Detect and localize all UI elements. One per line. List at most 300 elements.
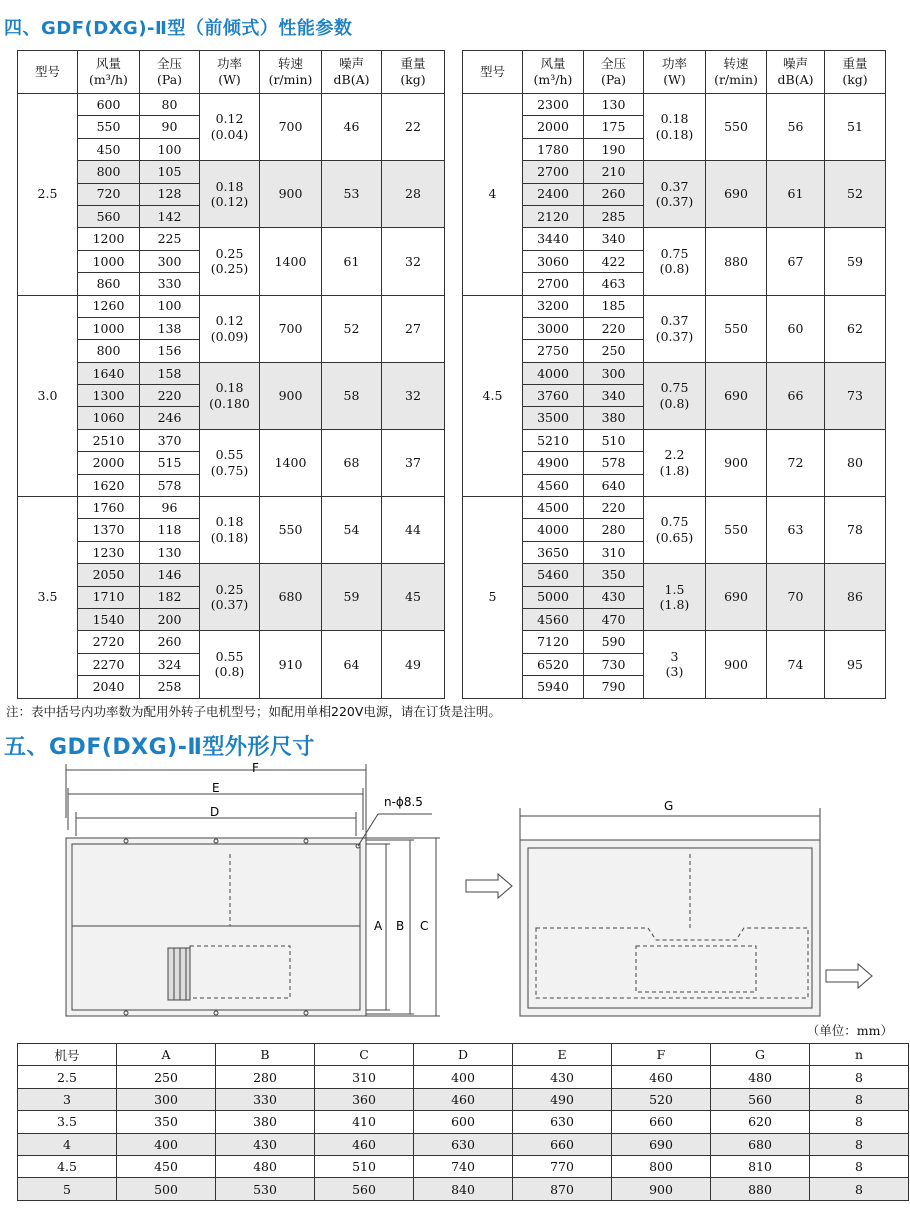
dim-cell: 8 xyxy=(810,1155,909,1177)
table-row xyxy=(463,362,886,384)
speed-cell: 690 xyxy=(706,362,767,429)
weight-cell: 49 xyxy=(382,631,445,698)
pressure-cell: 246 xyxy=(140,407,200,429)
airflow-cell: 2700 xyxy=(523,273,584,295)
pressure-cell: 578 xyxy=(584,452,644,474)
dim-column-header: D xyxy=(414,1044,513,1066)
speed-cell: 880 xyxy=(706,228,767,295)
dim-header-row xyxy=(18,1044,909,1066)
column-header: 功率 (W) xyxy=(200,51,260,94)
pressure-cell: 380 xyxy=(584,407,644,429)
dimensions-table xyxy=(17,1043,909,1201)
dim-table-row xyxy=(18,1178,909,1200)
table-header-row xyxy=(463,51,886,94)
column-header: 重量 (kg) xyxy=(825,51,886,94)
dim-cell: 480 xyxy=(711,1066,810,1088)
airflow-cell: 3500 xyxy=(523,407,584,429)
weight-cell: 45 xyxy=(382,564,445,631)
airflow-cell: 450 xyxy=(78,138,140,160)
dim-cell: 900 xyxy=(612,1178,711,1200)
power-cell: 0.37 (0.37) xyxy=(644,295,706,362)
dim-label-G: G xyxy=(664,799,674,813)
noise-cell: 67 xyxy=(767,228,825,295)
pressure-cell: 310 xyxy=(584,541,644,563)
pressure-cell: 590 xyxy=(584,631,644,653)
speed-cell: 550 xyxy=(260,497,322,564)
power-cell: 0.12 (0.04) xyxy=(200,94,260,161)
dim-cell: 600 xyxy=(414,1111,513,1133)
weight-cell: 62 xyxy=(825,295,886,362)
airflow-cell: 1230 xyxy=(78,541,140,563)
dim-cell: 450 xyxy=(117,1155,216,1177)
weight-cell: 32 xyxy=(382,362,445,429)
power-cell: 0.25 (0.25) xyxy=(200,228,260,295)
dim-column-header: n xyxy=(810,1044,909,1066)
dim-cell: 500 xyxy=(117,1178,216,1200)
dim-cell: 5 xyxy=(18,1178,117,1200)
pressure-cell: 146 xyxy=(140,564,200,586)
dim-cell: 660 xyxy=(612,1111,711,1133)
table-row xyxy=(18,564,445,586)
model-cell: 4 xyxy=(463,94,523,296)
pressure-cell: 470 xyxy=(584,608,644,630)
airflow-cell: 1060 xyxy=(78,407,140,429)
pressure-cell: 730 xyxy=(584,653,644,675)
pressure-cell: 80 xyxy=(140,94,200,116)
dim-column-header: A xyxy=(117,1044,216,1066)
pressure-cell: 190 xyxy=(584,138,644,160)
column-header: 噪声 dB(A) xyxy=(322,51,382,94)
model-cell: 2.5 xyxy=(18,94,78,296)
table-row xyxy=(463,631,886,653)
pressure-cell: 370 xyxy=(140,429,200,451)
section-5-title: 五、GDF(DXG)-Ⅱ型外形尺寸 xyxy=(4,735,315,760)
dim-cell: 300 xyxy=(117,1088,216,1110)
speed-cell: 900 xyxy=(260,362,322,429)
dim-cell: 530 xyxy=(216,1178,315,1200)
airflow-cell: 1200 xyxy=(78,228,140,250)
noise-cell: 52 xyxy=(322,295,382,362)
weight-cell: 28 xyxy=(382,161,445,228)
speed-cell: 700 xyxy=(260,295,322,362)
power-cell: 0.18 (0.18) xyxy=(200,497,260,564)
airflow-cell: 2700 xyxy=(523,161,584,183)
airflow-cell: 4000 xyxy=(523,519,584,541)
dim-cell: 3 xyxy=(18,1088,117,1110)
column-header: 噪声 dB(A) xyxy=(767,51,825,94)
dim-cell: 800 xyxy=(612,1155,711,1177)
dim-column-header: C xyxy=(315,1044,414,1066)
dim-column-header: F xyxy=(612,1044,711,1066)
dim-cell: 430 xyxy=(216,1133,315,1155)
pressure-cell: 182 xyxy=(140,586,200,608)
power-cell: 0.75 (0.65) xyxy=(644,497,706,564)
column-header: 全压 (Pa) xyxy=(140,51,200,94)
pressure-cell: 130 xyxy=(140,541,200,563)
column-header: 型号 xyxy=(18,51,78,94)
dim-cell: 2.5 xyxy=(18,1066,117,1088)
table-row xyxy=(463,497,886,519)
weight-cell: 22 xyxy=(382,94,445,161)
dim-cell: 410 xyxy=(315,1111,414,1133)
speed-cell: 900 xyxy=(260,161,322,228)
pressure-cell: 790 xyxy=(584,676,644,698)
speed-cell: 680 xyxy=(260,564,322,631)
noise-cell: 53 xyxy=(322,161,382,228)
table-row xyxy=(18,429,445,451)
pressure-cell: 350 xyxy=(584,564,644,586)
speed-cell: 690 xyxy=(706,161,767,228)
power-cell: 0.55 (0.8) xyxy=(200,631,260,698)
column-header: 全压 (Pa) xyxy=(584,51,644,94)
dim-cell: 560 xyxy=(315,1178,414,1200)
power-cell: 0.75 (0.8) xyxy=(644,362,706,429)
dim-cell: 460 xyxy=(414,1088,513,1110)
power-cell: 3 (3) xyxy=(644,631,706,698)
dim-cell: 480 xyxy=(216,1155,315,1177)
noise-cell: 61 xyxy=(322,228,382,295)
dim-column-header: E xyxy=(513,1044,612,1066)
speed-cell: 550 xyxy=(706,94,767,161)
dim-cell: 460 xyxy=(315,1133,414,1155)
table-row xyxy=(18,497,445,519)
table-row xyxy=(463,94,886,116)
airflow-cell: 7120 xyxy=(523,631,584,653)
pressure-cell: 118 xyxy=(140,519,200,541)
power-cell: 0.18 (0.18) xyxy=(644,94,706,161)
pressure-cell: 300 xyxy=(140,250,200,272)
pressure-cell: 640 xyxy=(584,474,644,496)
table-row xyxy=(18,228,445,250)
power-cell: 2.2 (1.8) xyxy=(644,429,706,496)
weight-cell: 51 xyxy=(825,94,886,161)
airflow-cell: 4560 xyxy=(523,608,584,630)
pressure-cell: 258 xyxy=(140,676,200,698)
noise-cell: 60 xyxy=(767,295,825,362)
power-cell: 0.18 (0.180 xyxy=(200,362,260,429)
column-header: 风量 (m³/h) xyxy=(523,51,584,94)
power-cell: 1.5 (1.8) xyxy=(644,564,706,631)
dim-cell: 740 xyxy=(414,1155,513,1177)
pressure-cell: 142 xyxy=(140,205,200,227)
table-row xyxy=(18,631,445,653)
pressure-cell: 260 xyxy=(140,631,200,653)
pressure-cell: 220 xyxy=(140,385,200,407)
pressure-cell: 340 xyxy=(584,228,644,250)
airflow-cell: 560 xyxy=(78,205,140,227)
pressure-cell: 260 xyxy=(584,183,644,205)
dim-cell: 400 xyxy=(414,1066,513,1088)
table-row xyxy=(463,228,886,250)
airflow-cell: 1540 xyxy=(78,608,140,630)
table-row xyxy=(463,161,886,183)
dim-cell: 8 xyxy=(810,1088,909,1110)
pressure-cell: 175 xyxy=(584,116,644,138)
noise-cell: 70 xyxy=(767,564,825,631)
dim-cell: 630 xyxy=(414,1133,513,1155)
dim-cell: 280 xyxy=(216,1066,315,1088)
noise-cell: 61 xyxy=(767,161,825,228)
airflow-cell: 800 xyxy=(78,340,140,362)
pressure-cell: 158 xyxy=(140,362,200,384)
dim-cell: 380 xyxy=(216,1111,315,1133)
table-row xyxy=(18,362,445,384)
dim-cell: 810 xyxy=(711,1155,810,1177)
dim-cell: 630 xyxy=(513,1111,612,1133)
power-cell: 0.25 (0.37) xyxy=(200,564,260,631)
weight-cell: 44 xyxy=(382,497,445,564)
pressure-cell: 138 xyxy=(140,317,200,339)
dim-label-hole: n-ϕ8.5 xyxy=(384,795,423,809)
dim-column-header: 机号 xyxy=(18,1044,117,1066)
airflow-cell: 5940 xyxy=(523,676,584,698)
airflow-cell: 4560 xyxy=(523,474,584,496)
column-header: 型号 xyxy=(463,51,523,94)
airflow-cell: 4000 xyxy=(523,362,584,384)
pressure-cell: 430 xyxy=(584,586,644,608)
airflow-cell: 4500 xyxy=(523,497,584,519)
airflow-cell: 2510 xyxy=(78,429,140,451)
pressure-cell: 128 xyxy=(140,183,200,205)
airflow-cell: 3200 xyxy=(523,295,584,317)
dim-cell: 430 xyxy=(513,1066,612,1088)
airflow-cell: 2270 xyxy=(78,653,140,675)
model-cell: 3.0 xyxy=(18,295,78,497)
dim-table-row xyxy=(18,1066,909,1088)
airflow-cell: 5210 xyxy=(523,429,584,451)
column-header: 功率 (W) xyxy=(644,51,706,94)
airflow-cell: 1300 xyxy=(78,385,140,407)
pressure-cell: 100 xyxy=(140,138,200,160)
weight-cell: 95 xyxy=(825,631,886,698)
dim-cell: 560 xyxy=(711,1088,810,1110)
noise-cell: 56 xyxy=(767,94,825,161)
table-header-row xyxy=(18,51,445,94)
pressure-cell: 200 xyxy=(140,608,200,630)
airflow-cell: 3760 xyxy=(523,385,584,407)
noise-cell: 66 xyxy=(767,362,825,429)
pressure-cell: 105 xyxy=(140,161,200,183)
airflow-cell: 2300 xyxy=(523,94,584,116)
dim-cell: 490 xyxy=(513,1088,612,1110)
airflow-cell: 1370 xyxy=(78,519,140,541)
noise-cell: 59 xyxy=(322,564,382,631)
noise-cell: 68 xyxy=(322,429,382,496)
airflow-cell: 860 xyxy=(78,273,140,295)
pressure-cell: 90 xyxy=(140,116,200,138)
dimension-drawing xyxy=(0,758,910,1023)
noise-cell: 64 xyxy=(322,631,382,698)
noise-cell: 46 xyxy=(322,94,382,161)
dim-cell: 870 xyxy=(513,1178,612,1200)
dim-cell: 4.5 xyxy=(18,1155,117,1177)
column-header: 转速 (r/min) xyxy=(260,51,322,94)
airflow-cell: 3000 xyxy=(523,317,584,339)
airflow-cell: 6520 xyxy=(523,653,584,675)
table-row xyxy=(18,161,445,183)
dim-column-header: B xyxy=(216,1044,315,1066)
airflow-cell: 3650 xyxy=(523,541,584,563)
power-cell: 0.37 (0.37) xyxy=(644,161,706,228)
pressure-cell: 515 xyxy=(140,452,200,474)
airflow-cell: 2750 xyxy=(523,340,584,362)
weight-cell: 52 xyxy=(825,161,886,228)
speed-cell: 1400 xyxy=(260,429,322,496)
pressure-cell: 280 xyxy=(584,519,644,541)
pressure-cell: 463 xyxy=(584,273,644,295)
airflow-cell: 1620 xyxy=(78,474,140,496)
dim-label-A: A xyxy=(374,919,383,933)
table-footnote: 注：表中括号内功率数为配用外转子电机型号；如配用单相220V电源，请在订货是注明。 xyxy=(6,704,501,719)
pressure-cell: 185 xyxy=(584,295,644,317)
dim-cell: 460 xyxy=(612,1066,711,1088)
dim-cell: 310 xyxy=(315,1066,414,1088)
airflow-cell: 1000 xyxy=(78,317,140,339)
dim-cell: 360 xyxy=(315,1088,414,1110)
dim-table-row xyxy=(18,1088,909,1110)
weight-cell: 59 xyxy=(825,228,886,295)
table-row xyxy=(463,295,886,317)
dim-cell: 840 xyxy=(414,1178,513,1200)
speed-cell: 700 xyxy=(260,94,322,161)
table-row xyxy=(18,295,445,317)
dim-cell: 3.5 xyxy=(18,1111,117,1133)
noise-cell: 74 xyxy=(767,631,825,698)
noise-cell: 58 xyxy=(322,362,382,429)
dim-cell: 690 xyxy=(612,1133,711,1155)
airflow-cell: 550 xyxy=(78,116,140,138)
pressure-cell: 330 xyxy=(140,273,200,295)
speed-cell: 910 xyxy=(260,631,322,698)
power-cell: 0.75 (0.8) xyxy=(644,228,706,295)
pressure-cell: 324 xyxy=(140,653,200,675)
airflow-cell: 2720 xyxy=(78,631,140,653)
airflow-cell: 5000 xyxy=(523,586,584,608)
speed-cell: 690 xyxy=(706,564,767,631)
dim-label-B: B xyxy=(396,919,405,933)
speed-cell: 1400 xyxy=(260,228,322,295)
airflow-cell: 3060 xyxy=(523,250,584,272)
pressure-cell: 225 xyxy=(140,228,200,250)
dim-label-F: F xyxy=(252,761,259,775)
dim-label-E: E xyxy=(212,781,220,795)
dim-cell: 680 xyxy=(711,1133,810,1155)
dim-cell: 4 xyxy=(18,1133,117,1155)
airflow-cell: 1640 xyxy=(78,362,140,384)
column-header: 重量 (kg) xyxy=(382,51,445,94)
pressure-cell: 300 xyxy=(584,362,644,384)
speed-cell: 900 xyxy=(706,429,767,496)
airflow-cell: 5460 xyxy=(523,564,584,586)
pressure-cell: 220 xyxy=(584,317,644,339)
column-header: 转速 (r/min) xyxy=(706,51,767,94)
pressure-cell: 250 xyxy=(584,340,644,362)
dim-cell: 520 xyxy=(612,1088,711,1110)
airflow-cell: 600 xyxy=(78,94,140,116)
speed-cell: 550 xyxy=(706,295,767,362)
weight-cell: 32 xyxy=(382,228,445,295)
weight-cell: 86 xyxy=(825,564,886,631)
dim-cell: 510 xyxy=(315,1155,414,1177)
pressure-cell: 578 xyxy=(140,474,200,496)
pressure-cell: 285 xyxy=(584,205,644,227)
dim-cell: 660 xyxy=(513,1133,612,1155)
dim-cell: 620 xyxy=(711,1111,810,1133)
power-cell: 0.55 (0.75) xyxy=(200,429,260,496)
pressure-cell: 96 xyxy=(140,497,200,519)
table-row xyxy=(463,564,886,586)
speed-cell: 900 xyxy=(706,631,767,698)
column-header: 风量 (m³/h) xyxy=(78,51,140,94)
pressure-cell: 220 xyxy=(584,497,644,519)
airflow-cell: 2050 xyxy=(78,564,140,586)
dim-cell: 8 xyxy=(810,1133,909,1155)
performance-table-right xyxy=(462,50,886,699)
airflow-cell: 2000 xyxy=(78,452,140,474)
dim-cell: 770 xyxy=(513,1155,612,1177)
airflow-cell: 1760 xyxy=(78,497,140,519)
power-cell: 0.18 (0.12) xyxy=(200,161,260,228)
airflow-cell: 2120 xyxy=(523,205,584,227)
airflow-cell: 800 xyxy=(78,161,140,183)
pressure-cell: 156 xyxy=(140,340,200,362)
weight-cell: 80 xyxy=(825,429,886,496)
section-4-title: 四、GDF(DXG)-Ⅱ型（前倾式）性能参数 xyxy=(4,18,353,39)
airflow-cell: 3440 xyxy=(523,228,584,250)
model-cell: 5 xyxy=(463,497,523,699)
weight-cell: 37 xyxy=(382,429,445,496)
power-cell: 0.12 (0.09) xyxy=(200,295,260,362)
table-row xyxy=(18,94,445,116)
noise-cell: 54 xyxy=(322,497,382,564)
weight-cell: 73 xyxy=(825,362,886,429)
airflow-cell: 2400 xyxy=(523,183,584,205)
speed-cell: 550 xyxy=(706,497,767,564)
airflow-cell: 1780 xyxy=(523,138,584,160)
dim-column-header: G xyxy=(711,1044,810,1066)
airflow-cell: 2040 xyxy=(78,676,140,698)
airflow-cell: 1710 xyxy=(78,586,140,608)
dim-cell: 250 xyxy=(117,1066,216,1088)
noise-cell: 72 xyxy=(767,429,825,496)
model-cell: 3.5 xyxy=(18,497,78,699)
airflow-cell: 4900 xyxy=(523,452,584,474)
dim-table-row xyxy=(18,1155,909,1177)
dim-label-D: D xyxy=(210,805,220,819)
pressure-cell: 130 xyxy=(584,94,644,116)
dim-cell: 880 xyxy=(711,1178,810,1200)
performance-table-left xyxy=(17,50,445,699)
pressure-cell: 100 xyxy=(140,295,200,317)
dim-cell: 400 xyxy=(117,1133,216,1155)
airflow-cell: 2000 xyxy=(523,116,584,138)
weight-cell: 78 xyxy=(825,497,886,564)
pressure-cell: 210 xyxy=(584,161,644,183)
table-row xyxy=(463,429,886,451)
pressure-cell: 340 xyxy=(584,385,644,407)
dim-cell: 8 xyxy=(810,1178,909,1200)
unit-label: （单位：mm） xyxy=(806,1023,893,1038)
pressure-cell: 422 xyxy=(584,250,644,272)
dim-cell: 350 xyxy=(117,1111,216,1133)
dim-table-row xyxy=(18,1133,909,1155)
model-cell: 4.5 xyxy=(463,295,523,497)
dim-label-C: C xyxy=(420,919,429,933)
dim-cell: 8 xyxy=(810,1111,909,1133)
airflow-cell: 1000 xyxy=(78,250,140,272)
dim-table-row xyxy=(18,1111,909,1133)
pressure-cell: 510 xyxy=(584,429,644,451)
